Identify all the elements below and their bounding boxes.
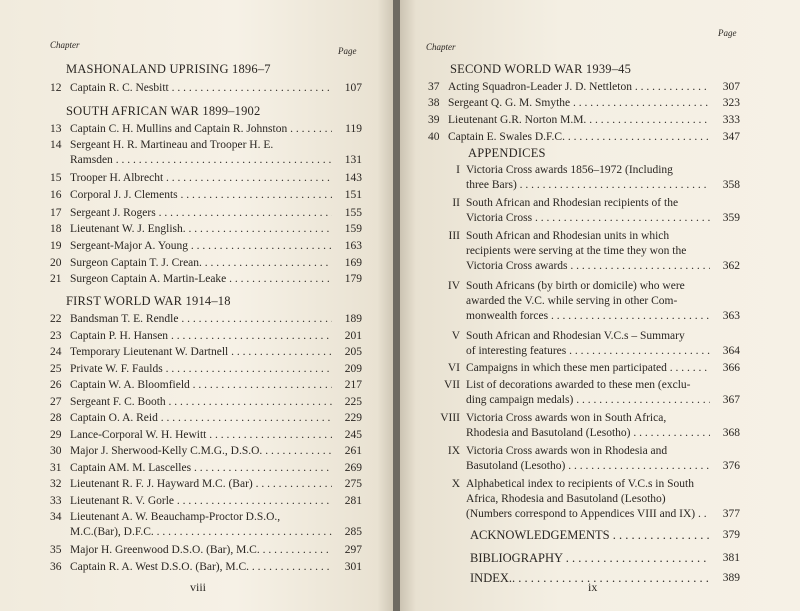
entry-page: 362 xyxy=(722,260,740,272)
entry-title-line: Captain AM. M. Lascelles . . . xyxy=(70,461,332,476)
section-heading: FIRST WORLD WAR 1914–18 xyxy=(66,294,231,308)
entry-title xyxy=(70,312,332,327)
entry-page: 151 xyxy=(344,189,362,201)
section-heading: SOUTH AFRICAN WAR 1899–1902 xyxy=(66,104,261,118)
entry-title-line: Alphabetical index to recipients of V.C.s in South xyxy=(466,478,694,490)
entry-title-line: Lance-Corporal W. H. Hewitt . . . xyxy=(70,428,332,443)
entry-number: 34 xyxy=(50,511,62,523)
appendices-heading: APPENDICES xyxy=(468,146,546,160)
entry-title xyxy=(466,329,710,359)
entry-title xyxy=(70,411,332,426)
left-page xyxy=(0,0,393,611)
page-label: Page xyxy=(338,46,357,56)
entry-title-line: recipients were serving at the time they won the xyxy=(466,245,687,257)
entry-title-line: Private W. F. Faulds . . . xyxy=(70,362,332,377)
chapter-label: Chapter xyxy=(50,40,80,50)
entry-number: 12 xyxy=(50,82,62,94)
entry-title xyxy=(70,543,332,558)
entry-page: 333 xyxy=(722,114,740,126)
entry-page: 143 xyxy=(344,172,362,184)
entry-title-line: (Numbers correspond to Appendices VIII and IX) . . . xyxy=(466,507,710,522)
entry-title-line: Sergeant-Major A. Young . . . xyxy=(70,239,332,254)
entry-number: 16 xyxy=(50,189,62,201)
entry-page: 389 xyxy=(722,572,740,584)
entry-page: 225 xyxy=(344,396,362,408)
entry-number: 24 xyxy=(50,346,62,358)
entry-number: 21 xyxy=(50,273,62,285)
entry-title xyxy=(70,222,332,237)
entry-title-line: Captain E. Swales D.F.C. . . . xyxy=(448,130,710,145)
entry-page: 301 xyxy=(344,561,362,573)
entry-title xyxy=(466,378,710,408)
entry-page: 107 xyxy=(344,82,362,94)
entry-title-line: South Africans (by birth or domicile) who were xyxy=(466,280,685,292)
entry-number: 17 xyxy=(50,207,62,219)
entry-title xyxy=(448,130,710,145)
entry-title xyxy=(70,362,332,377)
entry-title-line: Lieutenant A. W. Beauchamp-Proctor D.S.O., xyxy=(70,511,281,523)
entry-page: 281 xyxy=(344,495,362,507)
entry-number: VII xyxy=(444,379,460,391)
entry-page: 307 xyxy=(722,81,740,93)
entry-title xyxy=(70,560,332,575)
entry-title xyxy=(466,229,710,274)
entry-title xyxy=(70,378,332,393)
entry-title-line: Temporary Lieutenant W. Dartnell . . . xyxy=(70,345,332,360)
entry-page: 381 xyxy=(722,552,740,564)
entry-title-line: Captain W. A. Bloomfield . . . xyxy=(70,378,332,393)
entry-title-line: Rhodesia and Basutoland (Lesotho) . . . xyxy=(466,426,710,441)
entry-number: 30 xyxy=(50,445,62,457)
entry-title xyxy=(70,171,332,186)
folio: ix xyxy=(588,580,598,594)
right-page xyxy=(400,0,800,611)
entry-number: IX xyxy=(447,445,460,457)
entry-title-line: South African and Rhodesian V.C.s – Summary xyxy=(466,330,685,342)
entry-title xyxy=(70,329,332,344)
entry-title xyxy=(448,113,710,128)
entry-page: 205 xyxy=(344,346,362,358)
entry-page: 376 xyxy=(722,460,740,472)
end-matter-label xyxy=(470,571,710,586)
entry-page: 261 xyxy=(344,445,362,457)
entry-title-line: Victoria Cross awards 1856–1972 (Including xyxy=(466,164,673,176)
entry-title-line: Sergeant J. Rogers . . . xyxy=(70,206,332,221)
entry-number: 32 xyxy=(50,478,62,490)
entry-page: 367 xyxy=(722,394,740,406)
entry-title-line: Captain R. A. West D.S.O. (Bar), M.C. . . . xyxy=(70,560,332,575)
entry-title-line: List of decorations awarded to these men (exclu- xyxy=(466,379,691,391)
entry-number: 35 xyxy=(50,544,62,556)
end-matter-label xyxy=(470,551,710,566)
entry-title xyxy=(466,361,710,376)
entry-number: 23 xyxy=(50,330,62,342)
end-matter-label xyxy=(470,528,710,543)
entry-title-line: Lieutenant W. J. English. . . . xyxy=(70,222,332,237)
entry-page: 359 xyxy=(722,212,740,224)
entry-title-line: Major H. Greenwood D.S.O. (Bar), M.C. . . . xyxy=(70,543,332,558)
entry-title-line: Lieutenant G.R. Norton M.M. . . . xyxy=(448,113,710,128)
entry-number: 37 xyxy=(428,81,440,93)
entry-page: 119 xyxy=(345,123,362,135)
entry-number: IV xyxy=(447,280,460,292)
entry-page: 245 xyxy=(344,429,362,441)
entry-title-line: monwealth forces . . . xyxy=(466,309,710,324)
entry-title-line: Victoria Cross awards won in Rhodesia and xyxy=(466,445,668,457)
entry-title xyxy=(70,256,332,271)
end-matter-label-text: INDEX.. . . . xyxy=(470,571,710,586)
entry-page: 347 xyxy=(722,131,740,143)
entry-number: I xyxy=(456,164,460,176)
entry-title xyxy=(448,96,710,111)
entry-number: 13 xyxy=(50,123,62,135)
entry-page: 269 xyxy=(344,462,362,474)
entry-page: 285 xyxy=(344,526,362,538)
entry-number: 28 xyxy=(50,412,62,424)
chapter-label: Chapter xyxy=(426,42,456,52)
entry-title-line: Victoria Cross awards . . . xyxy=(466,259,710,274)
entry-title xyxy=(70,395,332,410)
entry-page: 179 xyxy=(344,273,362,285)
folio: viii xyxy=(190,580,207,594)
entry-title xyxy=(466,163,710,193)
entry-page: 366 xyxy=(722,362,740,374)
gutter xyxy=(393,0,400,611)
entry-number: 19 xyxy=(50,240,62,252)
section-heading: SECOND WORLD WAR 1939–45 xyxy=(450,62,632,76)
entry-title-line: Captain O. A. Reid . . . . xyxy=(70,411,332,426)
entry-title xyxy=(70,477,332,492)
entry-page: 358 xyxy=(722,179,740,191)
entry-title-line: Captain C. H. Mullins and Captain R. Johnston . . . xyxy=(70,122,332,137)
entry-page: 363 xyxy=(722,310,740,322)
entry-title xyxy=(70,345,332,360)
entry-title xyxy=(70,81,332,96)
entry-title-line: M.C.(Bar), D.F.C. . . . xyxy=(70,525,332,540)
entry-title-line: South African and Rhodesian units in which xyxy=(466,230,670,242)
end-matter-label-text: BIBLIOGRAPHY . . . xyxy=(470,551,710,566)
entry-title xyxy=(70,188,332,203)
entry-number: 39 xyxy=(428,114,440,126)
entry-page: 169 xyxy=(344,257,362,269)
entry-title-line: Captain R. C. Nesbitt . . . xyxy=(70,81,332,96)
entry-page: 364 xyxy=(722,345,740,357)
entry-title-line: Sergeant Q. G. M. Smythe . . . xyxy=(448,96,710,111)
entry-page: 217 xyxy=(344,379,362,391)
entry-number: 40 xyxy=(428,131,440,143)
end-matter-label-text: ACKNOWLEDGEMENTS . . . xyxy=(470,528,710,543)
entry-number: 25 xyxy=(50,363,62,375)
entry-page: 189 xyxy=(344,313,362,325)
entry-title xyxy=(70,272,332,287)
entry-title-line: of interesting features . . . xyxy=(466,344,710,359)
entry-title-line: South African and Rhodesian recipients of the xyxy=(466,197,679,209)
entry-title-line: Sergeant H. R. Martineau and Trooper H. E. xyxy=(70,139,274,151)
entry-title xyxy=(466,279,710,324)
entry-title-line: Lieutenant R. V. Gorle . . . xyxy=(70,494,332,509)
entry-title-line: Surgeon Captain A. Martin-Leake . . . xyxy=(70,272,332,287)
entry-title xyxy=(448,80,710,95)
entry-title-line: Captain P. H. Hansen . . . xyxy=(70,329,332,344)
entry-title-line: Campaigns in which these men participated . . . . xyxy=(466,361,710,376)
entry-page: 155 xyxy=(344,207,362,219)
entry-page: 229 xyxy=(344,412,362,424)
entry-page: 377 xyxy=(722,508,740,520)
entry-title-line: Basutoland (Lesotho) . . . xyxy=(466,459,710,474)
entry-number: 20 xyxy=(50,257,62,269)
entry-number: 15 xyxy=(50,172,62,184)
entry-page: 131 xyxy=(344,154,362,166)
entry-title xyxy=(70,239,332,254)
entry-title xyxy=(70,206,332,221)
entry-page: 323 xyxy=(722,97,740,109)
entry-page: 368 xyxy=(722,427,740,439)
entry-number: 14 xyxy=(50,139,62,151)
entry-title xyxy=(70,461,332,476)
entry-number: 38 xyxy=(428,97,440,109)
entry-title-line: ding campaign medals) . . . xyxy=(466,393,710,408)
entry-number: 26 xyxy=(50,379,62,391)
page-label: Page xyxy=(718,28,737,38)
entry-number: 18 xyxy=(50,223,62,235)
entry-page: 297 xyxy=(344,544,362,556)
entry-title xyxy=(466,444,710,474)
entry-title-line: Ramsden . . . xyxy=(70,153,332,168)
entry-title xyxy=(70,428,332,443)
entry-number: 22 xyxy=(50,313,62,325)
entry-title-line: awarded the V.C. while serving in other Com- xyxy=(466,295,678,307)
entry-title-line: Sergeant F. C. Booth . . . xyxy=(70,395,332,410)
entry-number: 29 xyxy=(50,429,62,441)
entry-page: 159 xyxy=(344,223,362,235)
entry-title-line: Major J. Sherwood-Kelly C.M.G., D.S.O. . . . xyxy=(70,444,332,459)
entry-title-line: Victoria Cross . . . xyxy=(466,211,710,226)
entry-number: III xyxy=(448,230,460,242)
entry-page: 275 xyxy=(344,478,362,490)
entry-page: 209 xyxy=(344,363,362,375)
entry-title xyxy=(466,196,710,226)
entry-number: VIII xyxy=(440,412,460,424)
entry-title-line: Victoria Cross awards won in South Africa, xyxy=(466,412,667,424)
entry-number: II xyxy=(452,197,460,209)
entry-page: 163 xyxy=(344,240,362,252)
entry-title-line: Trooper H. Albrecht . . . xyxy=(70,171,332,186)
entry-title xyxy=(70,444,332,459)
entry-title xyxy=(70,122,332,137)
entry-title-line: Corporal J. J. Clements . . . xyxy=(70,188,332,203)
entry-page: 379 xyxy=(722,529,740,541)
entry-title xyxy=(466,411,710,441)
entry-number: 31 xyxy=(50,462,62,474)
entry-number: VI xyxy=(447,362,460,374)
entry-title-line: Surgeon Captain T. J. Crean. . . . xyxy=(70,256,332,271)
entry-page: 201 xyxy=(344,330,362,342)
entry-title-line: Lieutenant R. F. J. Hayward M.C. (Bar) . . . xyxy=(70,477,332,492)
entry-title-line: Acting Squadron-Leader J. D. Nettleton . . . xyxy=(448,80,710,95)
entry-number: 33 xyxy=(50,495,62,507)
entry-title-line: three Bars) . . . xyxy=(466,178,710,193)
entry-title xyxy=(70,138,332,168)
entry-title-line: Bandsman T. E. Rendle . . . xyxy=(70,312,332,327)
entry-title xyxy=(70,510,332,540)
entry-number: V xyxy=(451,330,460,342)
entry-number: 36 xyxy=(50,561,62,573)
entry-title-line: Africa, Rhodesia and Basutoland (Lesotho) xyxy=(466,493,666,505)
entry-title xyxy=(466,477,710,522)
entry-number: X xyxy=(451,478,460,490)
entry-number: 27 xyxy=(50,396,62,408)
section-heading: MASHONALAND UPRISING 1896–7 xyxy=(66,62,271,76)
entry-title xyxy=(70,494,332,509)
